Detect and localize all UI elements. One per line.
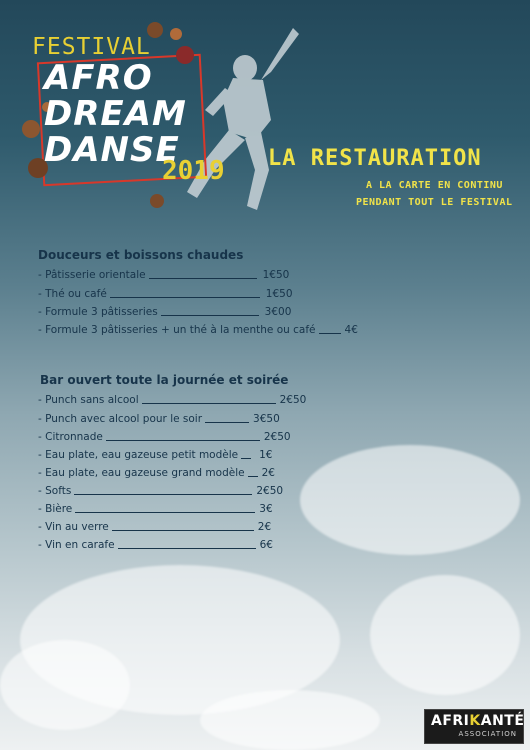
item-label: - Vin au verre (38, 521, 109, 533)
logo-line-1: AFRO (44, 58, 153, 98)
item-label: - Punch sans alcool (38, 394, 139, 406)
dotted-leader (241, 449, 251, 459)
logo-festival-text: FESTIVAL (32, 34, 151, 60)
item-label: - Eau plate, eau gazeuse grand modèle (38, 467, 245, 479)
dotted-leader (248, 467, 258, 477)
item-label: - Bière (38, 503, 73, 515)
menu-item (38, 427, 291, 443)
background-splash (370, 575, 520, 695)
item-price: 2€ (261, 467, 275, 479)
subtitle-line-1: A LA CARTE EN CONTINU (366, 180, 503, 191)
dotted-leader (110, 288, 260, 298)
dotted-leader (161, 306, 259, 316)
item-price: 2€ (257, 521, 272, 533)
item-label: - Punch avec alcool pour le soir (38, 413, 203, 425)
item-price: 1€50 (262, 269, 290, 281)
item-label: - Eau plate, eau gazeuse petit modèle (38, 449, 239, 461)
afrikante-name-k: K (469, 713, 481, 729)
background-splash (200, 690, 380, 750)
item-price: 3€50 (253, 413, 280, 425)
logo-dot (170, 28, 182, 40)
menu-item (38, 265, 289, 281)
dotted-leader (319, 324, 341, 334)
menu-item (38, 517, 271, 533)
dotted-leader (205, 413, 249, 423)
menu-item (38, 499, 273, 515)
item-price: 2€50 (279, 394, 307, 406)
item-price: 1€ (259, 449, 273, 461)
menu-item (38, 409, 280, 425)
item-price: 4€ (344, 324, 358, 336)
section-title-douceurs: Douceurs et boissons chaudes (38, 248, 244, 262)
menu-item (38, 320, 358, 336)
menu-item (38, 302, 291, 318)
logo-year: 2019 (162, 156, 225, 186)
item-price: 2€50 (263, 431, 291, 443)
dotted-leader (142, 394, 276, 404)
item-price: 2€50 (256, 485, 284, 497)
item-label: - Pâtisserie orientale (38, 269, 146, 281)
item-price: 3€ (259, 503, 273, 515)
menu-item (38, 535, 273, 551)
association-label: ASSOCIATION (458, 730, 517, 738)
afrikante-logo (424, 709, 524, 744)
logo-dot (176, 46, 194, 64)
item-label: - Formule 3 pâtisseries + un thé à la menthe ou café (38, 324, 316, 336)
afrikante-name-part: AFRI (431, 713, 470, 729)
dotted-leader (118, 539, 256, 549)
background-splash (300, 445, 520, 555)
section-title-bar: Bar ouvert toute la journée et soirée (40, 373, 289, 387)
logo-line-2: DREAM (44, 94, 187, 134)
logo-line-3: DANSE (44, 130, 180, 170)
subtitle-line-2: PENDANT TOUT LE FESTIVAL (356, 197, 513, 208)
logo-dot (22, 120, 40, 138)
item-price: 3€00 (264, 306, 292, 318)
menu-item (38, 390, 306, 406)
afrikante-name-part: ANTÉ (480, 713, 525, 729)
dotted-leader (106, 431, 260, 441)
menu-item (38, 445, 272, 461)
item-label: - Formule 3 pâtisseries (38, 306, 158, 318)
dotted-leader (112, 521, 254, 531)
item-label: - Citronnade (38, 431, 103, 443)
item-price: 6€ (259, 539, 273, 551)
menu-item (38, 481, 283, 497)
page-title: LA RESTAURATION (268, 146, 482, 171)
background-splash (0, 640, 130, 730)
item-price: 1€50 (265, 288, 293, 300)
item-label: - Softs (38, 485, 72, 497)
menu-item (38, 284, 293, 300)
afrikante-name (431, 713, 524, 729)
logo-dot (150, 194, 164, 208)
dotted-leader (75, 503, 255, 513)
dotted-leader (149, 269, 257, 279)
item-label: - Vin en carafe (38, 539, 115, 551)
menu-item (38, 463, 275, 479)
festival-logo (22, 30, 242, 215)
item-label: - Thé ou café (38, 288, 107, 300)
dotted-leader (74, 485, 252, 495)
